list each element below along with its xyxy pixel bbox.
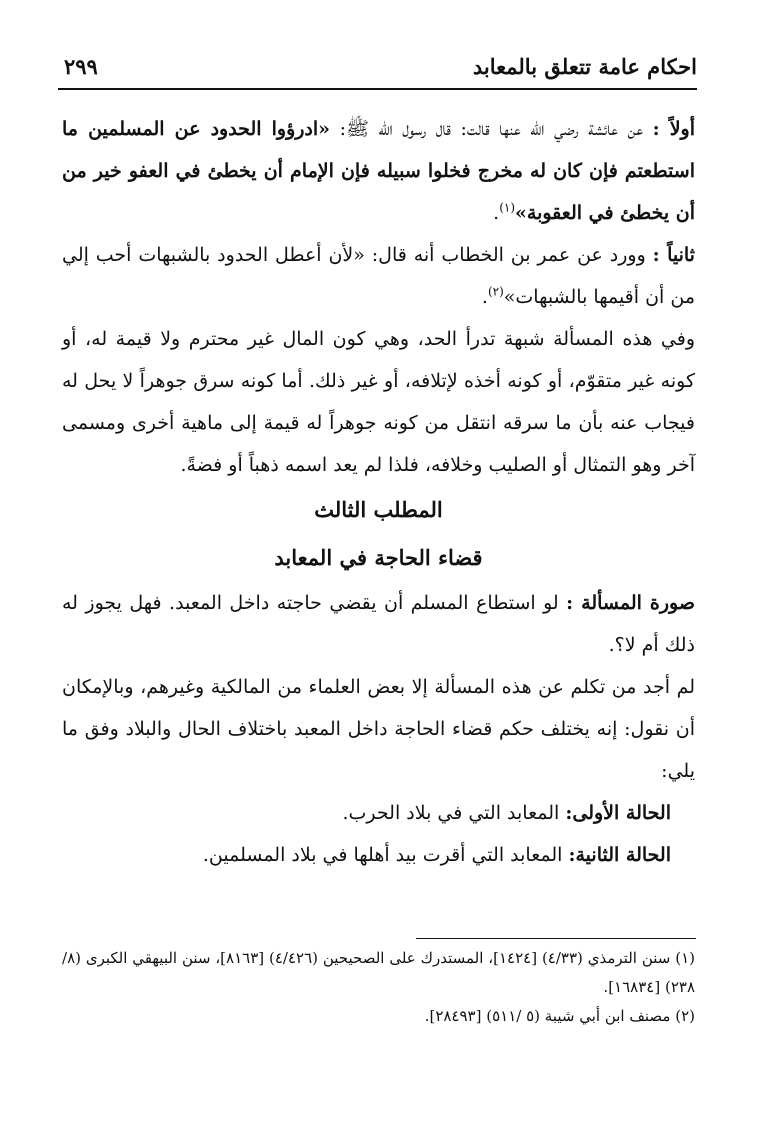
footnotes	[62, 944, 695, 1031]
page-number: ٢٩٩	[64, 54, 98, 79]
paragraph-fifth	[62, 666, 695, 792]
paragraph-second	[62, 234, 695, 318]
paragraph-intro: عن عائشة رضي الله عنها قالت: قال رسول الله ﷺ:	[330, 118, 644, 140]
footnote-ref[interactable]: (١)	[499, 200, 516, 215]
section-heading: المطلب الثالث	[314, 497, 443, 522]
paragraph-end: .	[481, 286, 488, 308]
case-label: الحالة الأولى:	[565, 802, 671, 824]
case-label: الحالة الثانية:	[568, 844, 671, 866]
paragraph-first	[62, 108, 695, 234]
paragraph-label: صورة المسألة :	[566, 592, 696, 614]
paragraph-text: وفي هذه المسألة شبهة تدرأ الحد، وهي كون المال غير محترم ولا قيمة له، أو كونه غير متقوّم، أو كونه أخذه لإتلافه، أو غير ذلك. أما كونه سرق جوهراً لا يحل له فيجاب عنه بأن ما سرقه انتقل من كونه جوهراً له قيمة إلى ماهية أخرى ومسمى آخر وهو التمثال أو الصليب وخلافه، فلذا لم يعد اسمه ذهباً أو فضةً.	[62, 328, 695, 476]
running-title: احكام عامة تتعلق بالمعابد	[472, 54, 697, 79]
footnote-divider	[416, 938, 696, 939]
paragraph-text: لم أجد من تكلم عن هذه المسألة إلا بعض العلماء من المالكية وغيرهم، وبالإمكان أن نقول: إنه يختلف حكم قضاء الحاجة داخل المعبد باختلاف الحال والبلاد وفق ما يلي:	[62, 676, 695, 782]
paragraph-text: لو استطاع المسلم أن يقضي حاجته داخل المعبد. فهل يجوز له ذلك أم لا؟.	[62, 592, 695, 656]
footnote-ref[interactable]: (٢)	[487, 284, 504, 299]
paragraph-label: ثانياً :	[652, 244, 695, 266]
header-divider	[58, 88, 697, 90]
case-first	[62, 792, 695, 834]
paragraph-text: وورد عن عمر بن الخطاب أنه قال: «لأن أعطل الحدود بالشبهات أحب إلي من أن أقيمها بالشبهات»	[62, 244, 695, 308]
case-text: المعابد التي في بلاد الحرب.	[342, 802, 560, 824]
footnote-item: (٢) مصنف ابن أبي شيبة (٥ /٥١١) [٢٨٤٩٣].	[424, 1007, 695, 1025]
paragraph-fourth	[62, 582, 695, 666]
paragraph-end: .	[493, 202, 500, 224]
case-second	[62, 834, 695, 876]
case-text: المعابد التي أقرت بيد أهلها في بلاد المسلمين.	[202, 844, 563, 866]
paragraph-third	[62, 318, 695, 486]
paragraph-label: أولاً :	[652, 118, 696, 140]
footnote-item: (١) سنن الترمذي (٤/٣٣) [١٤٢٤]، المستدرك على الصحيحين (٤/٤٢٦) [٨١٦٣]، سنن البيهقي الكبرى (٨/ ٢٣٨) [١٦٨٣٤].	[62, 949, 695, 996]
hadith-quote: «ادرؤوا الحدود عن المسلمين ما استطعتم فإن كان له مخرج فخلوا سبيله فإن الإمام أن يخطئ في العفو خير من أن يخطئ في العقوبة»	[62, 118, 695, 224]
section-subheading: قضاء الحاجة في المعابد	[274, 545, 483, 570]
main-text	[62, 108, 695, 876]
page-header	[58, 52, 697, 86]
